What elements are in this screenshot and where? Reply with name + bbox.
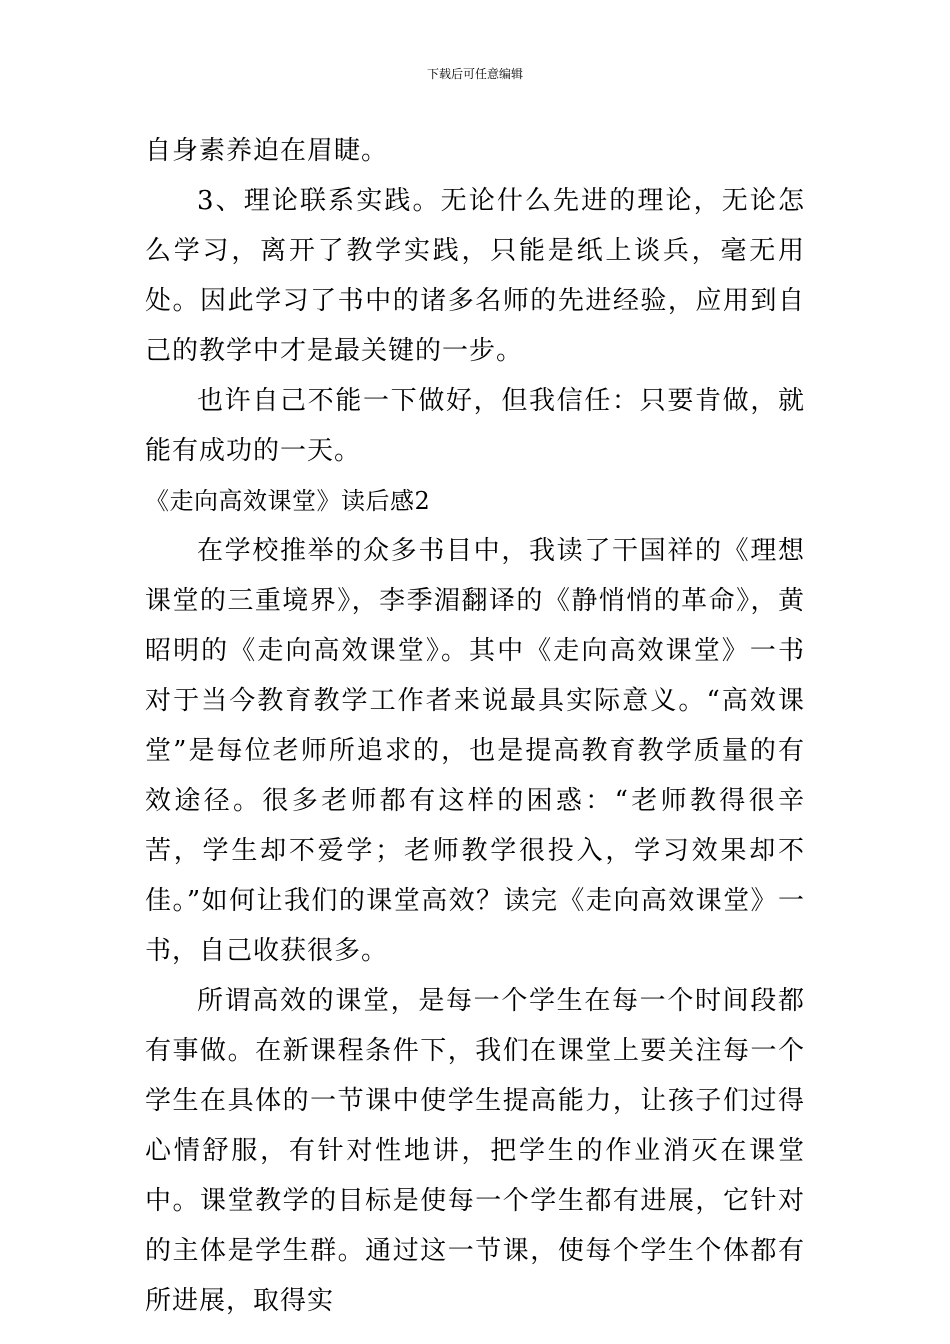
document-body (145, 126, 805, 1326)
paragraph: 在学校推举的众多书目中，我读了干国祥的《理想课堂的三重境界》，李季湄翻译的《静悄悄的革命》，黄昭明的《走向高效课堂》。其中《走向高效课堂》一书对于当今教育教学工作者来说最具实际意义。“高效课堂”是每位老师所追求的，也是提高教育教学质量的有效途径。很多老师都有这样的困惑：“老师教得很辛苦，学生却不爱学；老师教学很投入，学习效果却不佳。”如何让我们的课堂高效？读完《走向高效课堂》一书，自己收获很多。 (145, 536, 805, 966)
paragraph: 也许自己不能一下做好，但我信任：只要肯做，就能有成功的一天。 (145, 386, 805, 466)
paragraph: 自身素养迫在眉睫。 (145, 136, 389, 166)
section-title: 《走向高效课堂》读后感2 (145, 487, 431, 515)
page-header: 下载后可任意编辑 (426, 67, 523, 81)
paragraph: 所谓高效的课堂，是每一个学生在每一个时间段都有事做。在新课程条件下，我们在课堂上要关注每一个学生在具体的一节课中使学生提高能力，让孩子们过得心情舒服，有针对性地讲，把学生的作业消灭在课堂中。课堂教学的目标是使每一个学生都有进展，它针对的主体是学生群。通过这一节课，使每个学生个体都有所进展，取得实 (145, 986, 805, 1316)
paragraph: 3、理论联系实践。无论什么先进的理论，无论怎么学习，离开了教学实践，只能是纸上谈兵，毫无用处。因此学习了书中的诸多名师的先进经验，应用到自己的教学中才是最关键的一步。 (145, 186, 805, 366)
